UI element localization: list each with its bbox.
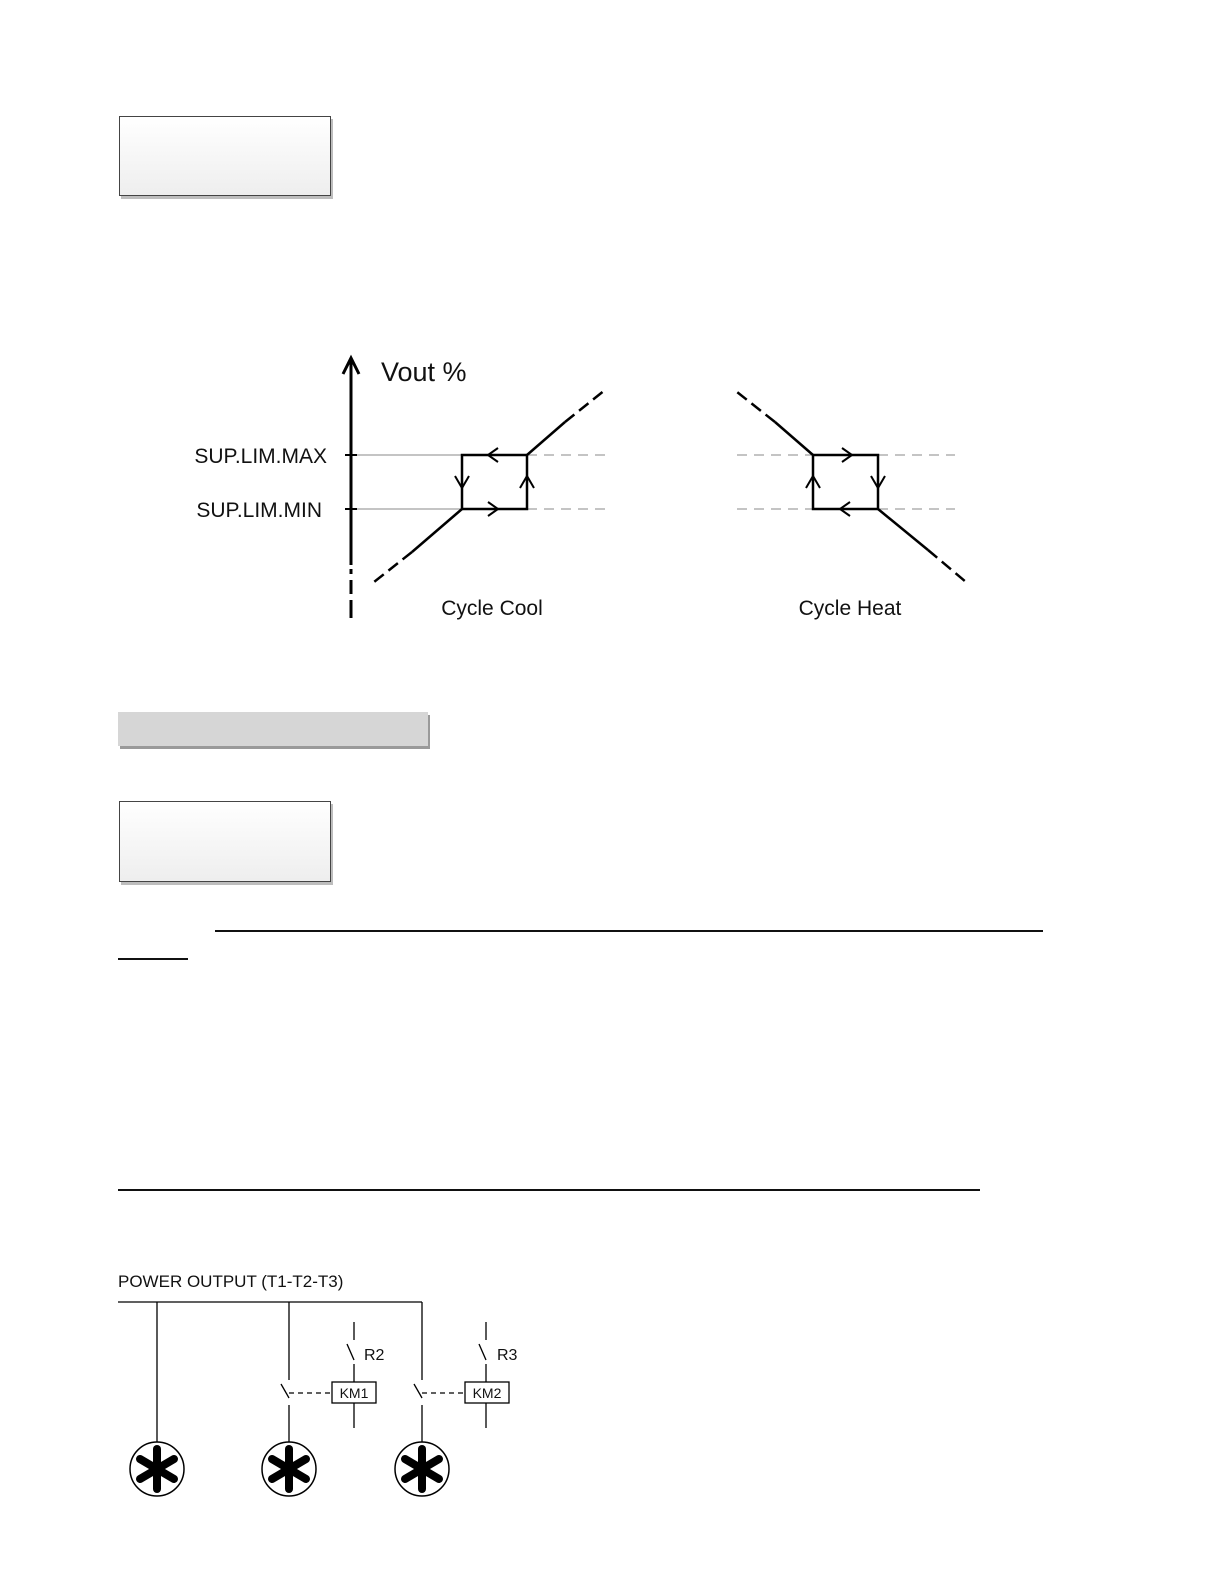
relay-2-label: R3 bbox=[497, 1347, 518, 1364]
hysteresis-diagram bbox=[194, 357, 966, 620]
vout-axis bbox=[343, 358, 359, 618]
relay-1-label: R2 bbox=[364, 1347, 385, 1364]
level-max-label: SUP.LIM.MAX bbox=[194, 445, 327, 468]
contactor-switch-km2 bbox=[414, 1322, 509, 1445]
wiring-title: POWER OUTPUT (T1-T2-T3) bbox=[118, 1272, 344, 1291]
heat-caption: Cycle Heat bbox=[798, 597, 902, 620]
fan-1-icon bbox=[130, 1442, 184, 1496]
heat-cycle-loop bbox=[737, 392, 966, 582]
contactor-1-label: KM1 bbox=[339, 1385, 369, 1401]
contactor-switch-km1 bbox=[281, 1322, 376, 1445]
wiring-diagram bbox=[118, 1272, 518, 1496]
level-min-label: SUP.LIM.MIN bbox=[196, 499, 322, 522]
cool-caption: Cycle Cool bbox=[441, 597, 543, 620]
cool-cycle-loop bbox=[374, 390, 605, 582]
reference-lines bbox=[357, 455, 955, 509]
contactor-2-label: KM2 bbox=[472, 1385, 502, 1401]
fan-2-icon bbox=[262, 1442, 316, 1496]
power-bus bbox=[118, 1302, 422, 1445]
fan-3-icon bbox=[395, 1442, 449, 1496]
axis-label: Vout % bbox=[381, 357, 467, 387]
